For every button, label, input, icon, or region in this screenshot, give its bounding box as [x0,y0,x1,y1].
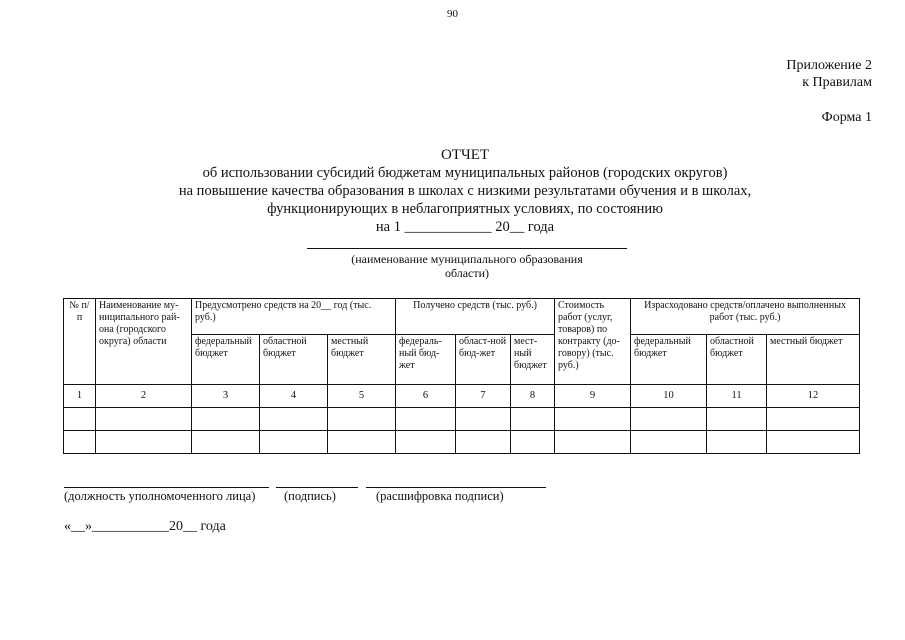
table-cell [767,408,860,431]
table-cell [328,431,396,454]
table-cell [707,431,767,454]
title-heading: ОТЧЕТ [440,147,490,163]
header-planned: Предусмотрено средств на 20__ год (тыс. руб.) [192,299,396,335]
decoding-signature-line [366,487,546,488]
header-received-local: мест-ный бюджет [511,335,555,385]
table-cell [328,408,396,431]
municipality-fill-line [307,248,627,249]
date-line: «__»___________20__ года [64,519,226,534]
header-spent: Израсходовано средств/оплачено выполненных работ (тыс. руб.) [631,299,860,335]
title-line-2: на повышение качества образования в школах с низкими результатами обучения и в школах, [178,183,752,199]
header-spent-federal: федеральный бюджет [631,335,707,385]
municipality-caption [307,252,627,280]
column-number: 3 [192,385,260,408]
table-cell [511,408,555,431]
column-number: 8 [511,385,555,408]
table-cell [456,408,511,431]
header-name: Наименование му-ниципального рай-она (городского округа) области [96,299,192,385]
column-number: 11 [707,385,767,408]
table-row [64,408,860,431]
table-cell [192,431,260,454]
table-cell [555,431,631,454]
position-signature-line [64,487,269,488]
decoding-caption: (расшифровка подписи) [376,489,504,503]
column-number: 6 [396,385,456,408]
appendix-line-1: Приложение 2 [786,58,872,73]
report-title [150,146,780,236]
column-number-row [64,385,860,408]
sign-caption: (подпись) [284,489,336,503]
header-row-1 [64,299,860,335]
table-cell [767,431,860,454]
table-row [64,431,860,454]
municipality-caption-line-1: (наименование муниципального образования [351,252,583,266]
header-received-regional: област-ной бюд-жет [456,335,511,385]
header-cost: Стоимость работ (услуг, товаров) по контракту (до-говору) (тыс. руб.) [555,299,631,385]
table-cell [64,408,96,431]
table-cell [631,408,707,431]
column-number: 7 [456,385,511,408]
header-planned-regional: областной бюджет [260,335,328,385]
sign-signature-line [276,487,358,488]
table-cell [260,408,328,431]
column-number: 5 [328,385,396,408]
column-number: 4 [260,385,328,408]
table-cell [396,408,456,431]
table-cell [631,431,707,454]
header-planned-local: местный бюджет [328,335,396,385]
position-caption: (должность уполномоченного лица) [64,489,256,503]
table-cell [96,431,192,454]
column-number: 1 [64,385,96,408]
title-line-1: об использовании субсидий бюджетам муниципальных районов (городских округов) [202,165,728,181]
table-cell [456,431,511,454]
table-cell [96,408,192,431]
header-received: Получено средств (тыс. руб.) [396,299,555,335]
title-line-4: на 1 ____________ 20__ года [375,219,555,235]
form-label: Форма 1 [821,110,872,125]
header-spent-regional: областной бюджет [707,335,767,385]
table-cell [192,408,260,431]
header-planned-federal: федеральный бюджет [192,335,260,385]
column-number: 12 [767,385,860,408]
page-number: 90 [447,8,458,20]
column-number: 10 [631,385,707,408]
title-line-3: функционирующих в неблагоприятных условиях, по состоянию [267,201,663,217]
table-cell [396,431,456,454]
header-received-federal: федераль-ный бюд-жет [396,335,456,385]
municipality-caption-line-2: области) [444,266,490,280]
column-number: 2 [96,385,192,408]
column-number: 9 [555,385,631,408]
table-cell [511,431,555,454]
appendix-line-2: к Правилам [802,75,872,90]
report-table [63,298,860,454]
table-cell [707,408,767,431]
appendix-block [786,57,872,91]
table-cell [555,408,631,431]
table-cell [64,431,96,454]
header-num: № п/п [64,299,96,385]
table-cell [260,431,328,454]
header-spent-local: местный бюджет [767,335,860,385]
